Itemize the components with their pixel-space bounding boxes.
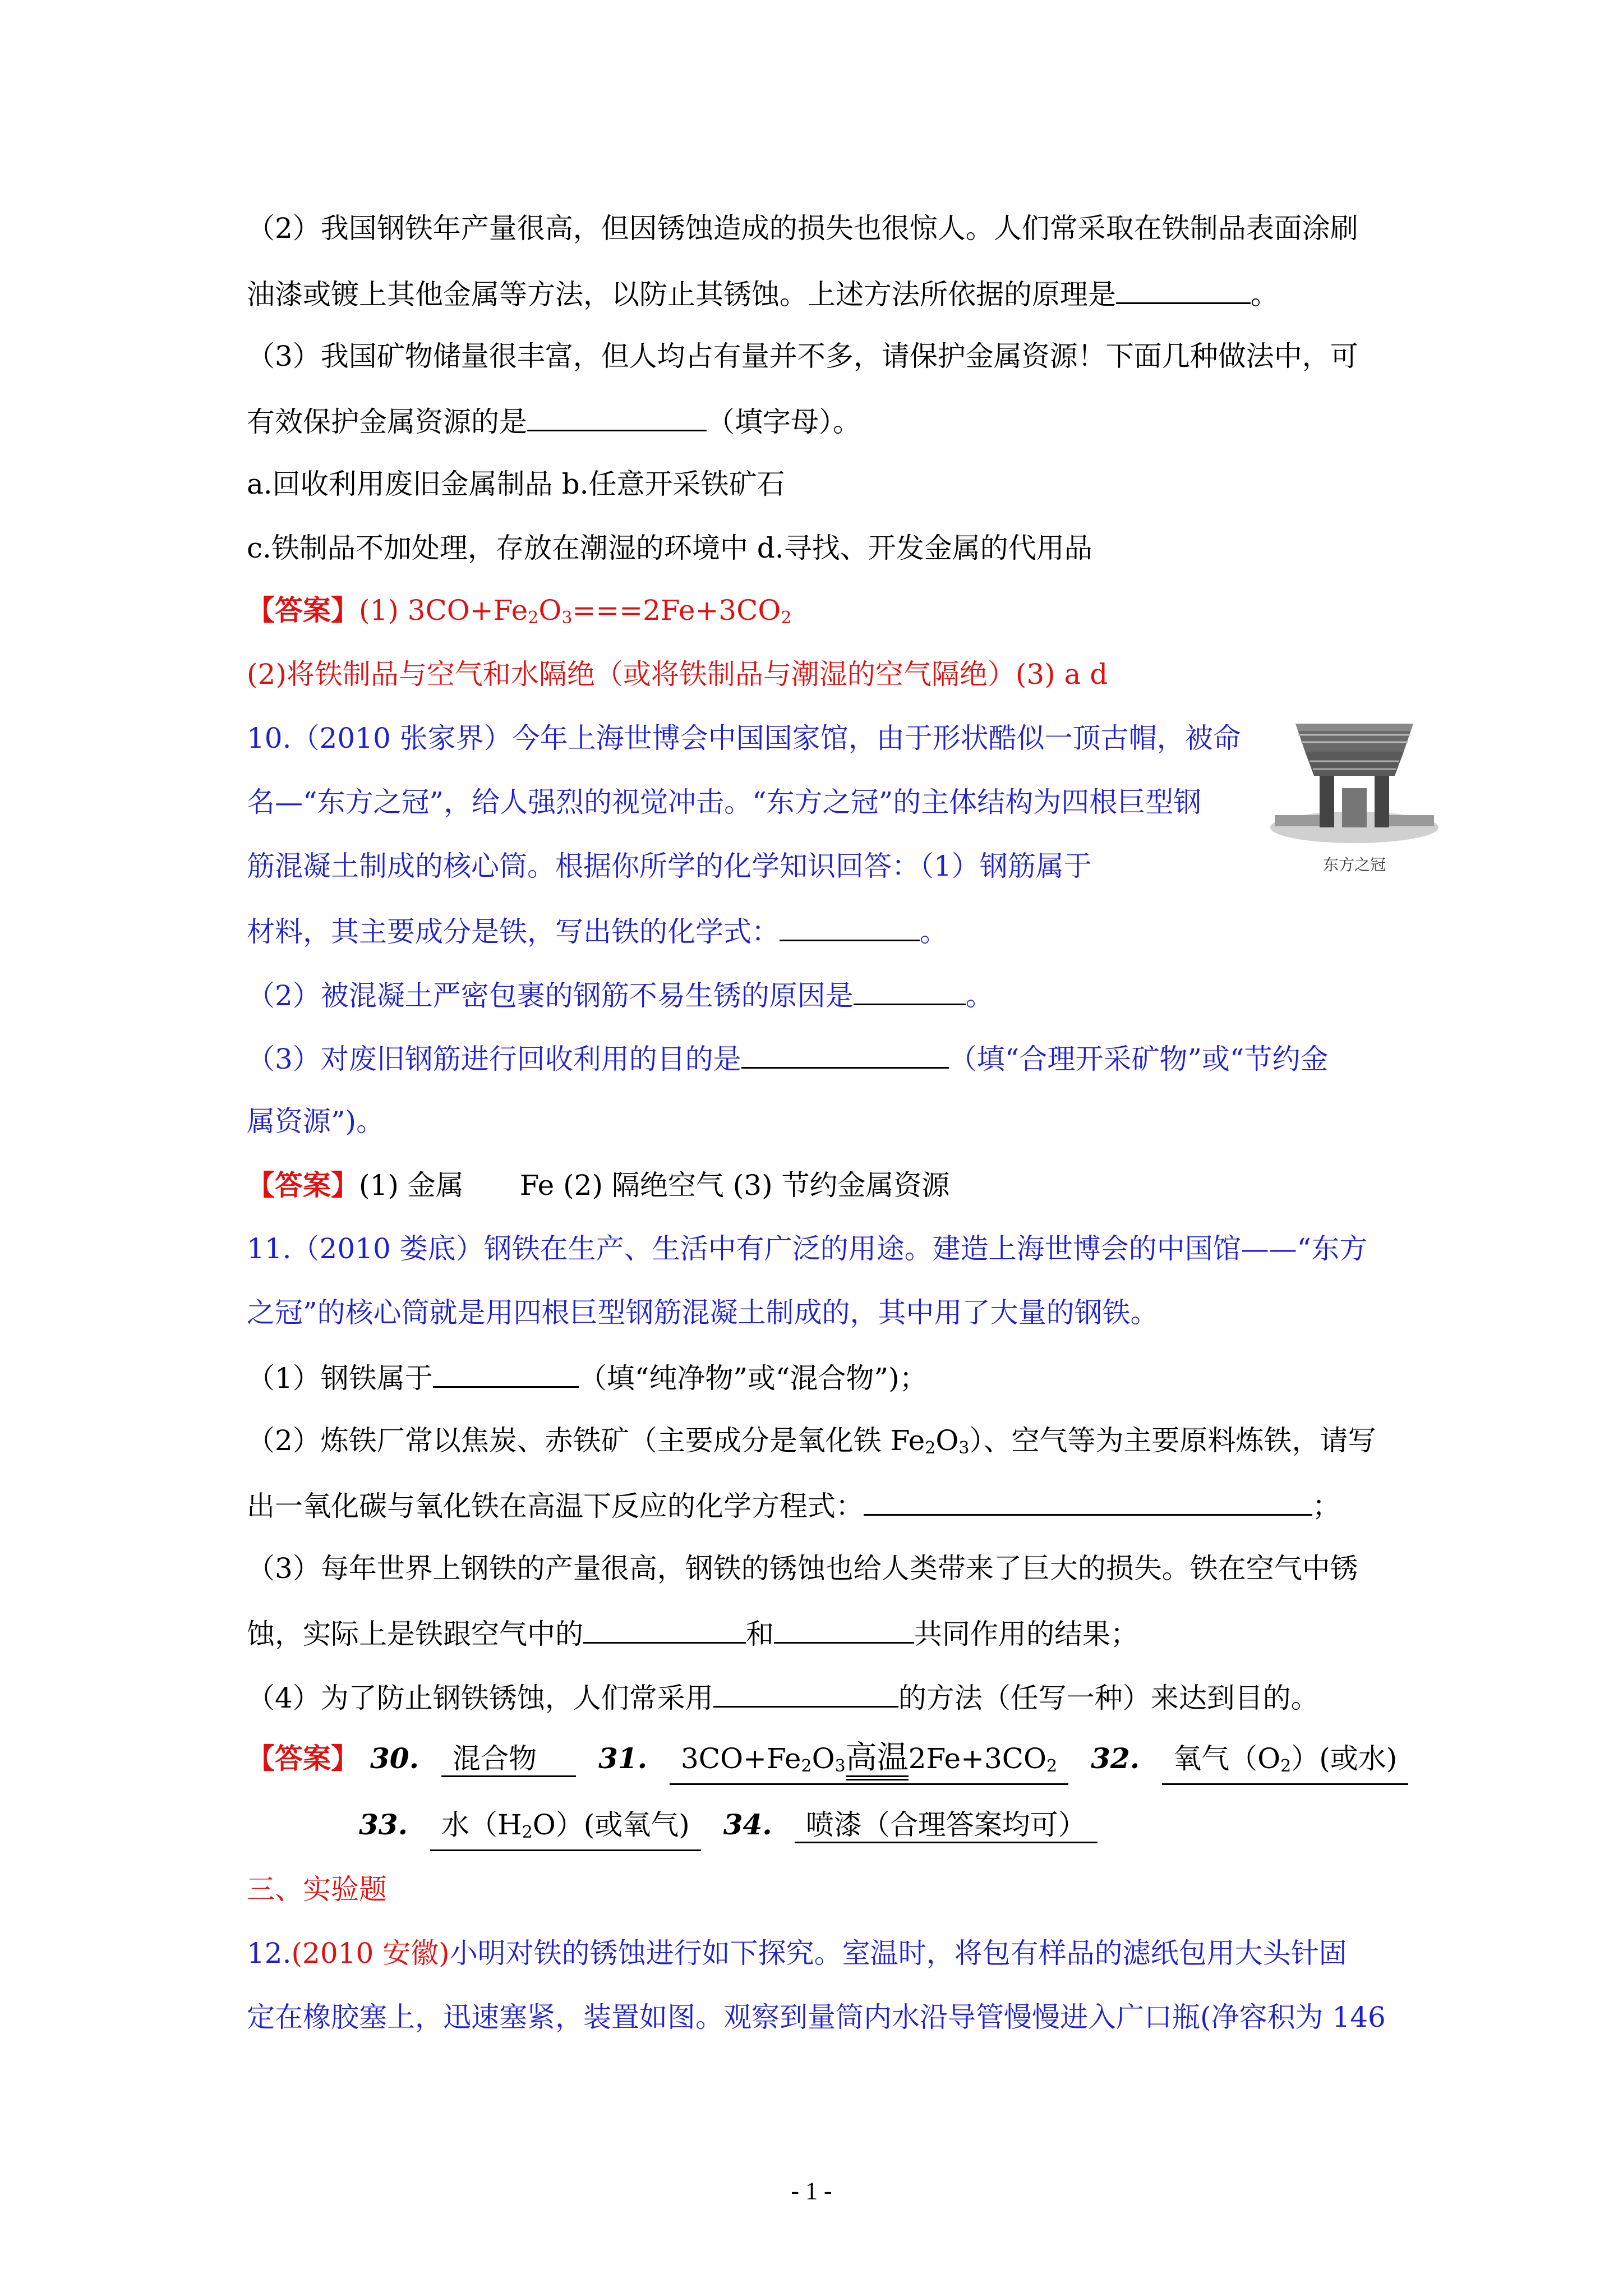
answer-blank[interactable] [527,401,707,431]
answer-32: 氧气$(O_2)$(或水) [1162,1742,1408,1785]
q10-line1: 10.（2010 张家界）今年上海世博会中国国家馆，由于形状酷似一顶古帽，被命 [247,722,1241,754]
q11-line2: 之冠”的核心筒就是用四根巨型钢筋混凝土制成的，其中用了大量的钢铁。 [247,1296,1159,1329]
q11-part1: （1）钢铁属于 （填“纯净物”或“混合物”)； [247,1357,928,1398]
answer-blank[interactable] [780,910,920,941]
q11-answer-row1: 【答案】 30. 混合物 31. $3CO+Fe_2O_3$高温$2Fe+3CO_2$ 32. 氧气$(O_2)$(或水) [247,1739,1408,1785]
answer-blank[interactable] [1116,273,1251,304]
q9-answer-line1: 【答案】(1) $3CO+Fe_2O_3===2Fe+3CO_2$ [247,593,792,628]
figure-caption: 东方之冠 [1322,855,1386,874]
answer-blank[interactable] [774,1613,914,1644]
q11-line1: 11.（2010 娄底）钢铁在生产、生活中有广泛的用途。建造上海世博会的中国馆——“东方 [247,1232,1368,1265]
q11-part2-line2: 出一氧化碳与氧化铁在高温下反应的化学方程式： ； [247,1485,1340,1526]
section-title-experiments: 三、实验题 [247,1873,387,1906]
china-pavilion-image [1270,710,1438,850]
answer-blank[interactable] [864,1485,1312,1516]
q12-line2: 定在橡胶塞上，迅速塞紧，装置如图。观察到量筒内水沿导管慢慢进入广口瓶(净容积为 146 [247,2001,1386,2033]
q10-line4: 材料，其主要成分是铁，写出铁的化学式： 。 [247,910,948,951]
q9-answer-line2: (2)将铁制品与空气和水隔绝（或将铁制品与潮湿的空气隔绝）(3) a d [247,658,1108,691]
q9-part3-line2: 有效保护金属资源的是 （填字母）。 [247,401,861,441]
answer-33: 水$(H_2O)$(或氧气) [430,1808,701,1851]
q10-line3: 筋混凝土制成的核心筒。根据你所学的化学知识回答：（1）钢筋属于 [247,850,1092,882]
q10-line7: 属资源”)。 [247,1105,385,1138]
q10-line5: （2）被混凝土严密包裹的钢筋不易生锈的原因是 。 [247,974,994,1015]
q11-part3-line2: 蚀，实际上是铁跟空气中的 和 共同作用的结果； [247,1613,1138,1654]
q11-answer-row2: 33. 水$(H_2O)$(或氧气) 34. 喷漆（合理答案均可） [359,1805,1098,1851]
answer-34: 喷漆（合理答案均可） [795,1808,1098,1843]
answer-31: $3CO+Fe_2O_3$高温$2Fe+3CO_2$ [670,1742,1068,1785]
q9-part3-line1: （3）我国矿物储量很丰富，但人均占有量并不多，请保护金属资源！下面几种做法中，可 [247,340,1358,372]
q12-line1: 12.(2010 安徽)小明对铁的锈蚀进行如下探究。室温时，将包有样品的滤纸包用大头针固 [247,1937,1347,1970]
page-number: - 1 - [791,2177,832,2205]
q9-options-cd: c.铁制品不加处理，存放在潮湿的环境中 d.寻找、开发金属的代用品 [247,532,1092,564]
answer-blank[interactable] [713,1677,898,1708]
answer-blank[interactable] [741,1038,949,1069]
answer-blank[interactable] [433,1357,579,1388]
answer-blank[interactable] [854,974,966,1005]
q10-line2: 名—“东方之冠”，给人强烈的视觉冲击。“东方之冠”的主体结构为四根巨型钢 [247,786,1202,818]
china-pavilion-figure [1270,710,1438,878]
q10-answer: 【答案】(1) 金属 Fe (2) 隔绝空气 (3) 节约金属资源 [247,1168,950,1202]
q9-options-ab: a.回收利用废旧金属制品 b.任意开采铁矿石 [247,468,785,500]
q11-part4: （4）为了防止钢铁锈蚀，人们常采用 的方法（任写一种）来达到目的。 [247,1677,1319,1718]
q11-part3-line1: （3）每年世界上钢铁的产量很高，钢铁的锈蚀也给人类带来了巨大的损失。铁在空气中锈 [247,1552,1358,1585]
q11-part2-line1: （2）炼铁厂常以焦炭、赤铁矿（主要成分是氧化铁 $Fe_2O_3$）、空气等为主要原料炼铁，请写 [247,1424,1376,1458]
answer-blank[interactable] [583,1613,746,1644]
answer-30: 混合物 [441,1742,576,1777]
q9-part2-line1: （2）我国钢铁年产量很高，但因锈蚀造成的损失也很惊人。人们常采取在铁制品表面涂刷 [247,212,1358,245]
q10-line6: （3）对废旧钢筋进行回收利用的目的是 （填“合理开采矿物”或“节约金 [247,1038,1329,1079]
q9-part2-line2: 油漆或镀上其他金属等方法，以防止其锈蚀。上述方法所依据的原理是 。 [247,273,1279,314]
